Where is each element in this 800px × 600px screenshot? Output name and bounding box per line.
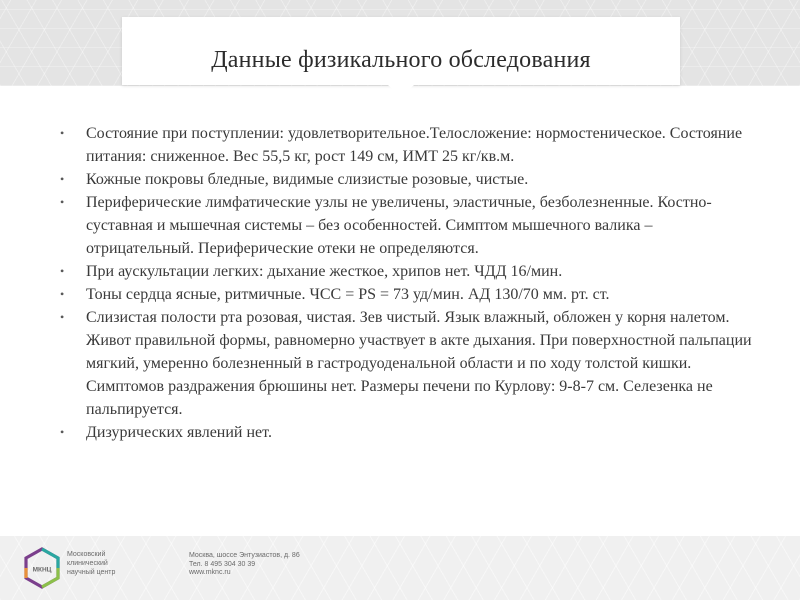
list-item: • Состояние при поступлении: удовлетворительное.Телосложение: нормостеническое. Состояние питания: сниженное. Вес 55,5 кг, рост 149 см, ИМТ 25 кг/кв.м. [60, 122, 760, 168]
list-item: • Периферические лимфатические узлы не увеличены, эластичные, безболезненные. Костно-суставная и мышечная системы – без особенностей. Симптом мышечного валика – отрицательный. Периферические отеки не определяются. [60, 191, 760, 260]
bullet-icon: • [60, 126, 65, 140]
bullet-icon: • [60, 287, 65, 301]
content-area [60, 122, 760, 444]
mknc-logo-icon [22, 547, 62, 589]
footer [0, 536, 800, 600]
logo-abbreviation: МКНЦ [32, 566, 52, 574]
bullet-icon: • [60, 195, 65, 209]
page-title: Данные физикального обследования [211, 47, 591, 73]
org-name: Московский клинический научный центр [67, 551, 116, 576]
phone-line: Тел. 8 495 304 30 39 [189, 560, 256, 568]
logo-hexagon-teal [42, 549, 58, 568]
list-item: • Тоны сердца ясные, ритмичные. ЧСС = PS = 73 уд/мин. АД 130/70 мм. рт. ст. [60, 283, 760, 306]
address-line: Москва, шоссе Энтузиастов, д. 86 [189, 552, 300, 559]
header-band [0, 0, 800, 86]
bullet-list [60, 122, 760, 444]
list-item: • Слизистая полости рта розовая, чистая. Зев чистый. Язык влажный, обложен у корня налетом. Живот правильной формы, равномерно участвует в акте дыхания. При поверхностной пальпации мягкий, умеренно болезненный в гастродуоденальной области и по ходу толстой кишки. Симптомов раздражения брюшины нет. Размеры печени по Курлову: 9-8-7 см. Селезенка не пальпируется. [60, 306, 760, 421]
title-box [122, 17, 680, 85]
list-item: • Дизурических явлений нет. [60, 421, 760, 444]
contact-info [189, 552, 300, 578]
list-item: • Кожные покровы бледные, видимые слизистые розовые, чистые. [60, 168, 760, 191]
website-link[interactable]: www.mknc.ru [189, 569, 231, 576]
bullet-icon: • [60, 425, 65, 439]
bullet-icon: • [60, 264, 65, 278]
bullet-icon: • [60, 310, 65, 324]
list-item: • При аускультации легких: дыхание жесткое, хрипов нет. ЧДД 16/мин. [60, 260, 760, 283]
bullet-icon: • [60, 172, 65, 186]
